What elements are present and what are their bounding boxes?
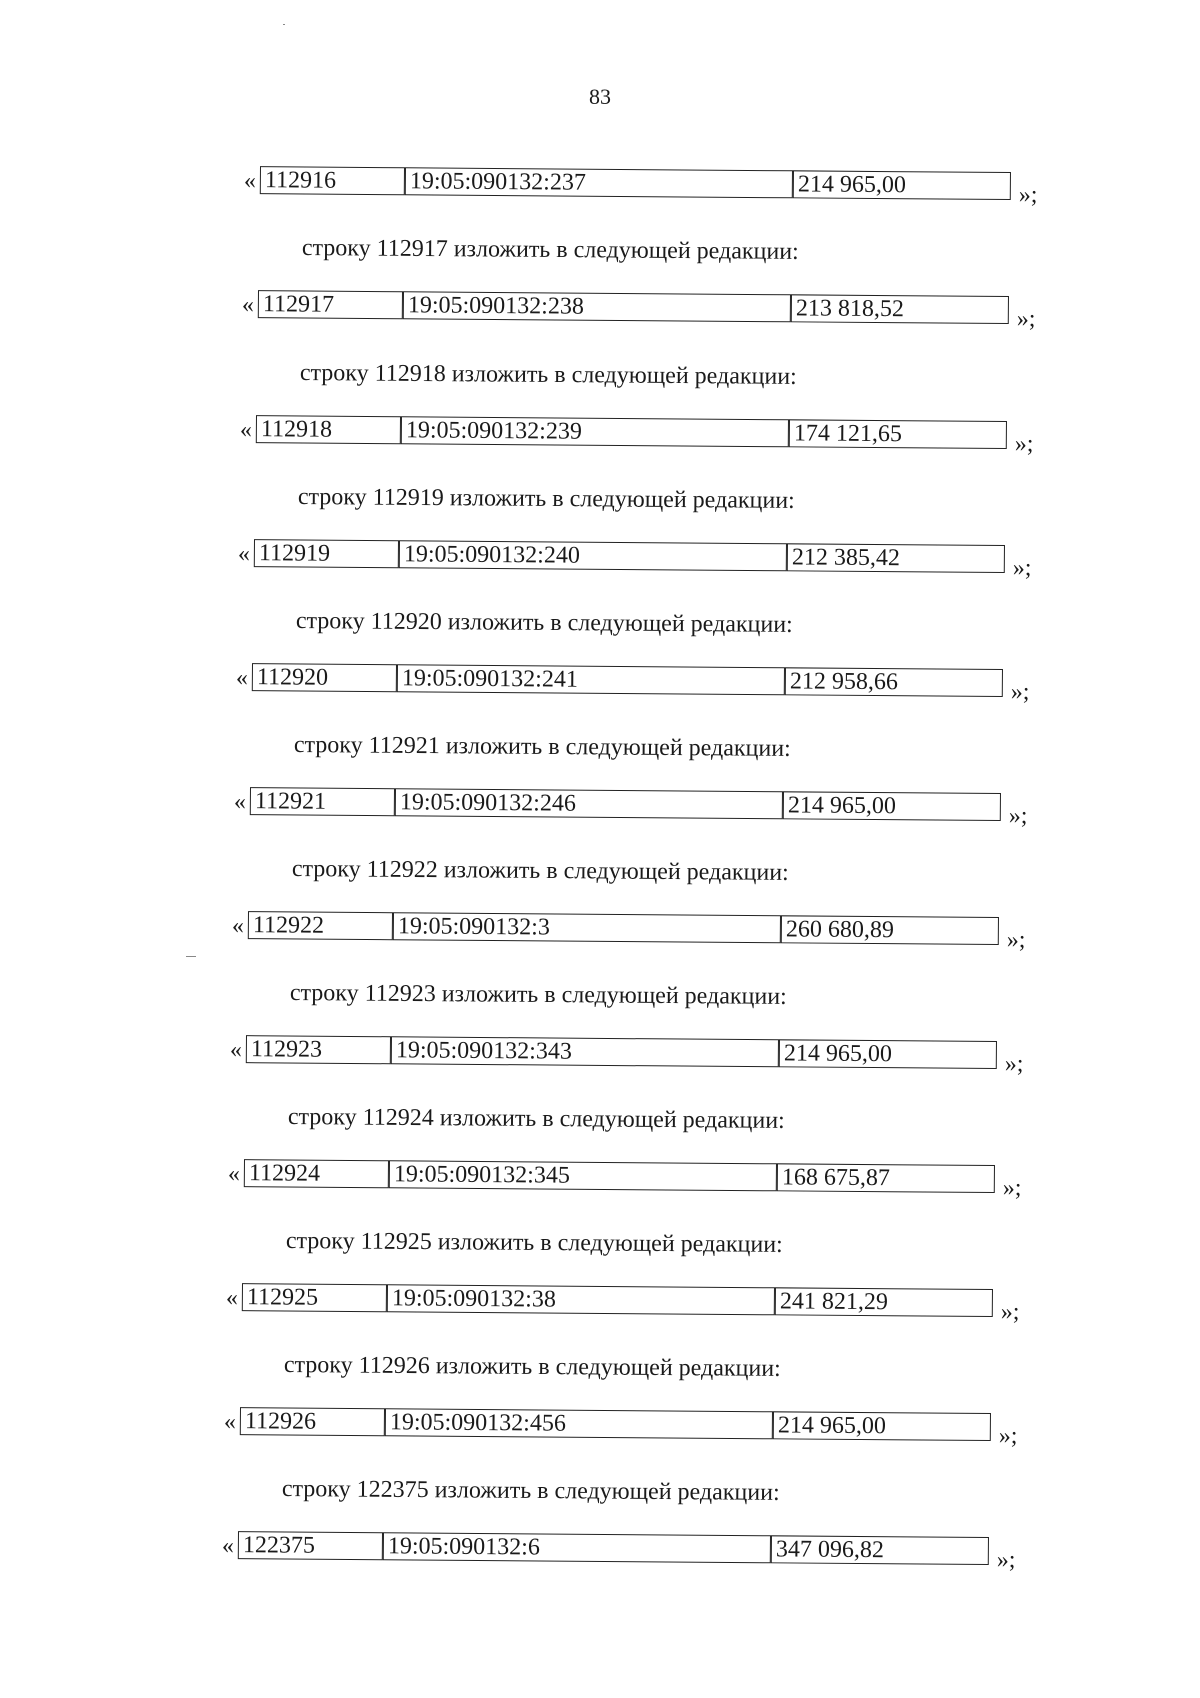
open-quote: « (225, 1284, 238, 1312)
row-code-cell: 112917 (258, 290, 403, 319)
close-quote: »; (1014, 431, 1034, 458)
row-code-cell: 112920 (252, 663, 397, 692)
instruction-text: строку 112921 изложить в следующей редакции: (293, 731, 791, 762)
row-code-cell: 112916 (260, 166, 405, 195)
instruction-text: строку 112926 изложить в следующей редакции: (283, 1352, 781, 1382)
row-code-cell: 112922 (248, 911, 393, 940)
row-code-cell: 112921 (250, 787, 395, 816)
instruction-text: строку 112920 изложить в следующей редакции: (295, 607, 793, 638)
value-cell: 241 821,29 (775, 1287, 993, 1317)
value-cell: 212 958,66 (785, 667, 1003, 697)
open-quote: « (241, 291, 254, 319)
row-code-cell: 112925 (242, 1283, 387, 1312)
instruction-text: строку 122375 изложить в следующей редакции: (281, 1476, 780, 1506)
close-quote: »; (1008, 803, 1028, 830)
value-cell: 168 675,87 (777, 1163, 995, 1193)
cadastral-number-cell: 19:05:090132:240 (399, 540, 787, 571)
close-quote: »; (1000, 1299, 1020, 1326)
instruction-text: строку 112922 изложить в следующей редакции: (291, 855, 789, 886)
close-quote: »; (1004, 1051, 1024, 1078)
instruction-text: строку 112917 изложить в следующей редакции: (301, 234, 799, 265)
scan-mark-left (186, 956, 196, 957)
close-quote: »; (1002, 1175, 1022, 1202)
cadastral-number-cell: 19:05:090132:345 (389, 1160, 777, 1191)
open-quote: « (229, 1036, 242, 1064)
cadastral-number-cell: 19:05:090132:343 (391, 1036, 779, 1067)
row-code-cell: 112924 (244, 1159, 389, 1188)
cadastral-number-cell: 19:05:090132:3 (393, 912, 781, 943)
instruction-text: строку 112924 изложить в следующей редакции: (287, 1104, 785, 1134)
cadastral-number-cell: 19:05:090132:246 (395, 788, 783, 819)
open-quote: « (221, 1532, 234, 1560)
cadastral-number-cell: 19:05:090132:456 (385, 1408, 773, 1439)
open-quote: « (233, 788, 246, 816)
value-cell: 347 096,82 (771, 1535, 989, 1565)
close-quote: »; (996, 1547, 1016, 1574)
open-quote: « (227, 1160, 240, 1188)
close-quote: »; (1012, 555, 1032, 582)
row-code-cell: 112919 (254, 539, 399, 568)
row-code-cell: 112918 (256, 415, 401, 444)
cadastral-number-cell: 19:05:090132:6 (383, 1532, 771, 1563)
instruction-text: строку 112919 изложить в следующей редакции: (297, 483, 795, 514)
value-cell: 214 965,00 (779, 1039, 997, 1069)
value-cell: 214 965,00 (783, 791, 1001, 821)
value-cell: 213 818,52 (791, 294, 1009, 324)
cadastral-number-cell: 19:05:090132:238 (403, 291, 791, 322)
close-quote: »; (1010, 679, 1030, 706)
open-quote: « (231, 912, 244, 940)
instruction-text: строку 112925 изложить в следующей редакции: (285, 1228, 783, 1258)
row-code-cell: 112926 (240, 1407, 385, 1436)
cadastral-number-cell: 19:05:090132:38 (387, 1284, 775, 1315)
row-code-cell: 122375 (238, 1531, 383, 1560)
value-cell: 214 965,00 (793, 170, 1011, 200)
close-quote: »; (1018, 182, 1038, 209)
instruction-text: строку 112918 изложить в следующей редакции: (299, 359, 797, 390)
scan-mark-top (283, 24, 285, 25)
open-quote: « (243, 167, 256, 195)
close-quote: »; (1016, 306, 1036, 333)
row-code-cell: 112923 (246, 1035, 391, 1064)
page-number: 83 (589, 84, 611, 109)
open-quote: « (239, 416, 252, 444)
cadastral-number-cell: 19:05:090132:237 (405, 167, 793, 198)
close-quote: »; (1006, 927, 1026, 954)
value-cell: 212 385,42 (787, 543, 1005, 573)
open-quote: « (235, 664, 248, 692)
value-cell: 214 965,00 (773, 1411, 991, 1441)
open-quote: « (237, 540, 250, 568)
value-cell: 260 680,89 (781, 915, 999, 945)
close-quote: »; (998, 1423, 1018, 1450)
instruction-text: строку 112923 изложить в следующей редакции: (289, 979, 787, 1010)
open-quote: « (223, 1408, 236, 1436)
cadastral-number-cell: 19:05:090132:241 (397, 664, 785, 695)
value-cell: 174 121,65 (789, 419, 1007, 449)
cadastral-number-cell: 19:05:090132:239 (401, 416, 789, 447)
